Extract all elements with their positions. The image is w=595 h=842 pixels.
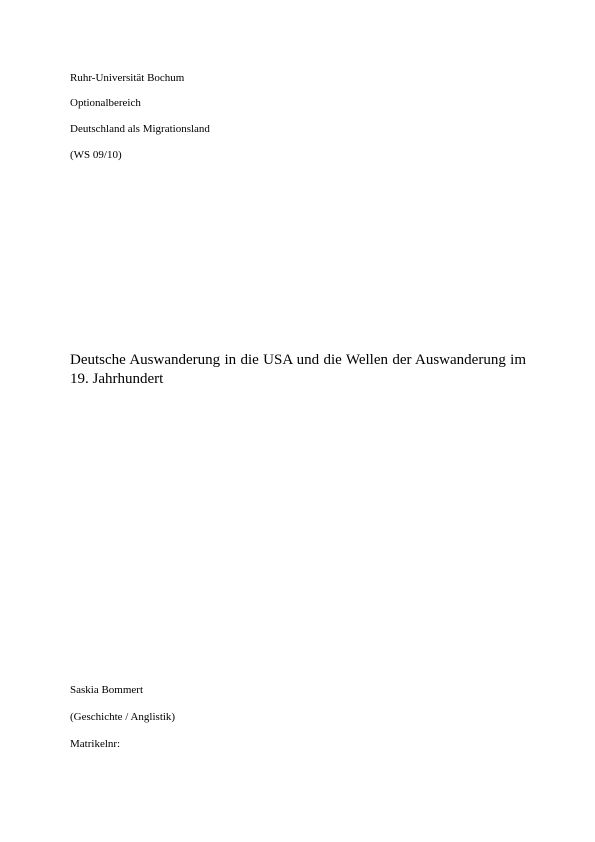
university-name: Ruhr-Universität Bochum xyxy=(70,72,185,84)
semester: (WS 09/10) xyxy=(70,149,122,161)
author-name: Saskia Bommert xyxy=(70,684,144,696)
author-subjects: (Geschichte / Anglistik) xyxy=(70,711,176,723)
document-title: Deutsche Auswanderung in die USA und die Wellen der Auswanderung im 19. Jahrhundert xyxy=(70,352,526,387)
course-name: Deutschland als Migrationsland xyxy=(70,123,210,135)
matriculation-label: Matrikelnr: xyxy=(70,738,121,750)
program-area: Optionalbereich xyxy=(70,97,141,109)
